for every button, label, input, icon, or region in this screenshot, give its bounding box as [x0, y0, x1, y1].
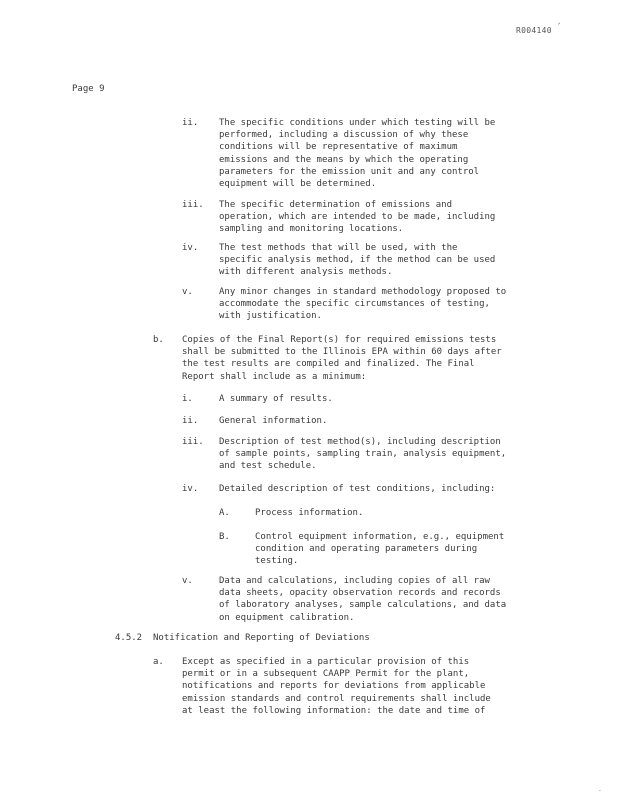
final-iv-b-text	[255, 531, 504, 568]
item-v-label: v.	[182, 287, 193, 297]
item-ii-label: ii.	[182, 118, 199, 128]
final-iii-label: iii.	[182, 437, 204, 447]
para-b-text	[182, 334, 502, 383]
text-line: with justification.	[219, 311, 322, 322]
text-line: performed, including a discussion of why these	[219, 130, 469, 141]
final-iv-a-text: Process information.	[255, 508, 364, 518]
section-number: 4.5.2	[115, 633, 143, 643]
final-iv-a-label: A.	[219, 508, 230, 518]
final-iv-label: iv.	[182, 484, 199, 494]
text-line: operation, which are intended to be made, including	[219, 212, 496, 223]
text-line: Data and calculations, including copies of all raw	[219, 576, 490, 586]
text-line: emission standards and control requirements shall include	[182, 693, 491, 704]
text-line: permit or in a subsequent CAAPP Permit for the plant,	[182, 669, 470, 680]
text-line: The specific determination of emissions and	[219, 200, 452, 210]
final-ii-label: ii.	[182, 416, 199, 426]
text-line: sampling and monitoring locations.	[219, 224, 404, 235]
final-v-text	[219, 575, 506, 624]
text-line: parameters for the emission unit and any control	[219, 166, 480, 177]
final-i-text: A summary of results.	[219, 394, 333, 404]
text-line: testing.	[255, 556, 299, 567]
text-line: on equipment calibration.	[219, 612, 355, 623]
item-iii-text	[219, 199, 495, 236]
text-line: Control equipment information, e.g., equipment	[255, 532, 505, 542]
text-line: condition and operating parameters during	[255, 544, 478, 555]
text-line: at least the following information: the date and time of	[182, 705, 486, 716]
text-line: data sheets, opacity observation records and records	[219, 588, 501, 599]
final-i-label: i.	[182, 394, 193, 404]
para-b-label: b.	[153, 335, 164, 345]
item-v-text	[219, 286, 506, 323]
text-line: specific analysis method, if the method can be used	[219, 255, 496, 266]
item-iii-label: iii.	[182, 200, 204, 210]
text-line: conditions will be representative of maximum	[219, 142, 458, 153]
text-line: Copies of the Final Report(s) for required emissions tests	[182, 335, 497, 345]
text-line: Description of test method(s), including description	[219, 437, 501, 447]
text-line: with different analysis methods.	[219, 267, 393, 278]
final-iv-b-label: B.	[219, 532, 230, 542]
text-line: Except as specified in a particular provision of this	[182, 657, 470, 667]
item-iv-label: iv.	[182, 243, 199, 253]
item-iv-text	[219, 242, 495, 279]
section-title: Notification and Reporting of Deviations	[153, 633, 370, 643]
text-line: notifications and reports for deviations from applicable	[182, 681, 486, 692]
text-line: of laboratory analyses, sample calculations, and data	[219, 600, 507, 611]
text-line: accommodate the specific circumstances of testing,	[219, 299, 490, 310]
corner-mark: ´	[556, 23, 562, 33]
text-line: the test results are compiled and finalized. The Final	[182, 359, 475, 370]
page-number: Page 9	[72, 84, 105, 94]
text-line: and test schedule.	[219, 461, 317, 472]
para-a-label: a.	[153, 657, 164, 667]
text-line: The specific conditions under which testing will be	[219, 118, 496, 128]
text-line: equipment will be determined.	[219, 179, 377, 190]
text-line: of sample points, sampling train, analysis equipment,	[219, 449, 507, 460]
final-v-label: v.	[182, 576, 193, 586]
para-a-text	[182, 656, 491, 717]
text-line: Report shall include as a minimum:	[182, 371, 367, 382]
document-id: R004140	[516, 26, 552, 35]
item-ii-text	[219, 117, 495, 190]
final-iii-text	[219, 436, 506, 473]
final-ii-text: General information.	[219, 416, 328, 426]
text-line: Any minor changes in standard methodology proposed to	[219, 287, 507, 297]
footer-mark: ¯	[598, 790, 602, 797]
text-line: emissions and the means by which the operating	[219, 154, 469, 165]
final-iv-text: Detailed description of test conditions, including:	[219, 484, 496, 494]
text-line: shall be submitted to the Illinois EPA within 60 days after	[182, 347, 502, 358]
text-line: The test methods that will be used, with the	[219, 243, 458, 253]
